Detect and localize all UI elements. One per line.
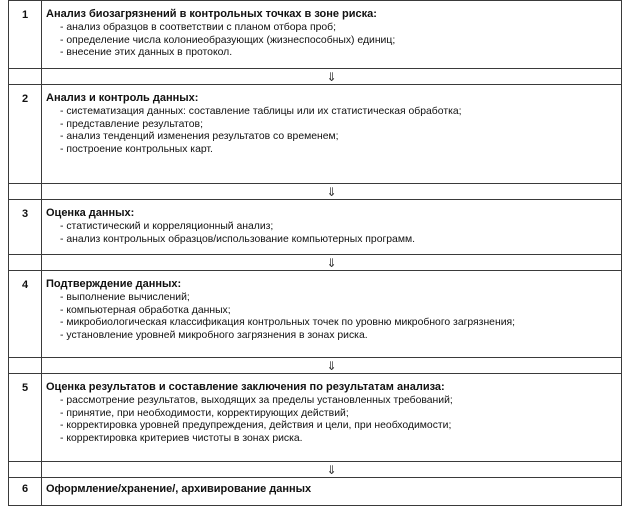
stage-content — [42, 200, 622, 255]
stage-item: - установление уровней микробного загрязнения в зонах риска. — [60, 330, 615, 343]
arrow-spacer-cell — [9, 255, 42, 271]
stage-row-6 — [9, 478, 622, 506]
stage-item: - рассмотрение результатов, выходящих за пределы установленных требований; — [60, 395, 615, 408]
stage-row-3 — [9, 200, 622, 255]
arrow-row — [9, 69, 622, 85]
down-arrow-icon: ⇓ — [326, 358, 337, 373]
stage-title: Оценка результатов и составление заключения по результатам анализа: — [46, 381, 445, 393]
stage-item: - представление результатов; — [60, 119, 615, 132]
stage-title: Подтверждение данных: — [46, 278, 182, 290]
stage-content — [42, 271, 622, 358]
stage-item-list — [46, 22, 615, 60]
stage-number: 2 — [9, 85, 42, 184]
arrow-spacer-cell — [9, 358, 42, 374]
stage-title: Оформление/хранение/, архивирование данных — [46, 483, 312, 495]
down-arrow-icon: ⇓ — [326, 69, 337, 84]
arrow-cell — [42, 69, 622, 85]
arrow-spacer-cell — [9, 184, 42, 200]
stage-item: - анализ контрольных образцов/использование компьютерных программ. — [60, 234, 615, 247]
stage-item: - корректировка уровней предупреждения, действия и цели, при необходимости; — [60, 420, 615, 433]
down-arrow-icon: ⇓ — [326, 184, 337, 199]
stage-item: - анализ тенденций изменения результатов со временем; — [60, 131, 615, 144]
stage-content — [42, 1, 622, 69]
stage-item-list — [46, 221, 615, 246]
arrow-cell — [42, 184, 622, 200]
stage-content — [42, 85, 622, 184]
arrow-cell — [42, 358, 622, 374]
stage-item: - внесение этих данных в протокол. — [60, 47, 615, 60]
stage-row-1 — [9, 1, 622, 69]
stage-item: - корректировка критериев чистоты в зонах риска. — [60, 433, 615, 446]
stage-item: - статистический и корреляционный анализ; — [60, 221, 615, 234]
stage-item-list — [46, 106, 615, 156]
stage-title: Оценка данных: — [46, 207, 135, 219]
stage-number: 3 — [9, 200, 42, 255]
stage-item: - принятие, при необходимости, корректирующих действий; — [60, 408, 615, 421]
arrow-row — [9, 358, 622, 374]
stage-item: - микробиологическая классификация контрольных точек по уровню микробного загрязнения; — [60, 317, 615, 330]
stage-item-list — [46, 395, 615, 445]
process-flow-table — [8, 0, 622, 506]
down-arrow-icon: ⇓ — [326, 462, 337, 477]
stage-title: Анализ биозагрязнений в контрольных точках в зоне риска: — [46, 8, 377, 20]
stage-item: - построение контрольных карт. — [60, 144, 615, 157]
stage-number: 4 — [9, 271, 42, 358]
stage-item: - выполнение вычислений; — [60, 292, 615, 305]
stage-row-2 — [9, 85, 622, 184]
stage-number: 6 — [9, 478, 42, 506]
arrow-row — [9, 255, 622, 271]
arrow-row — [9, 462, 622, 478]
stage-item: - систематизация данных: составление таблицы или их статистическая обработка; — [60, 106, 615, 119]
stage-row-5 — [9, 374, 622, 462]
stage-item: - анализ образцов в соответствии с планом отбора проб; — [60, 22, 615, 35]
arrow-row — [9, 184, 622, 200]
arrow-cell — [42, 255, 622, 271]
stage-row-4 — [9, 271, 622, 358]
arrow-spacer-cell — [9, 69, 42, 85]
arrow-spacer-cell — [9, 462, 42, 478]
stage-title: Анализ и контроль данных: — [46, 92, 199, 104]
stage-content — [42, 374, 622, 462]
stage-content — [42, 478, 622, 506]
stage-number: 1 — [9, 1, 42, 69]
stage-item: - определение числа колониеобразующих (жизнеспособных) единиц; — [60, 35, 615, 48]
stage-item-list — [46, 292, 615, 342]
stage-number: 5 — [9, 374, 42, 462]
down-arrow-icon: ⇓ — [326, 255, 337, 270]
stage-item: - компьютерная обработка данных; — [60, 305, 615, 318]
arrow-cell — [42, 462, 622, 478]
